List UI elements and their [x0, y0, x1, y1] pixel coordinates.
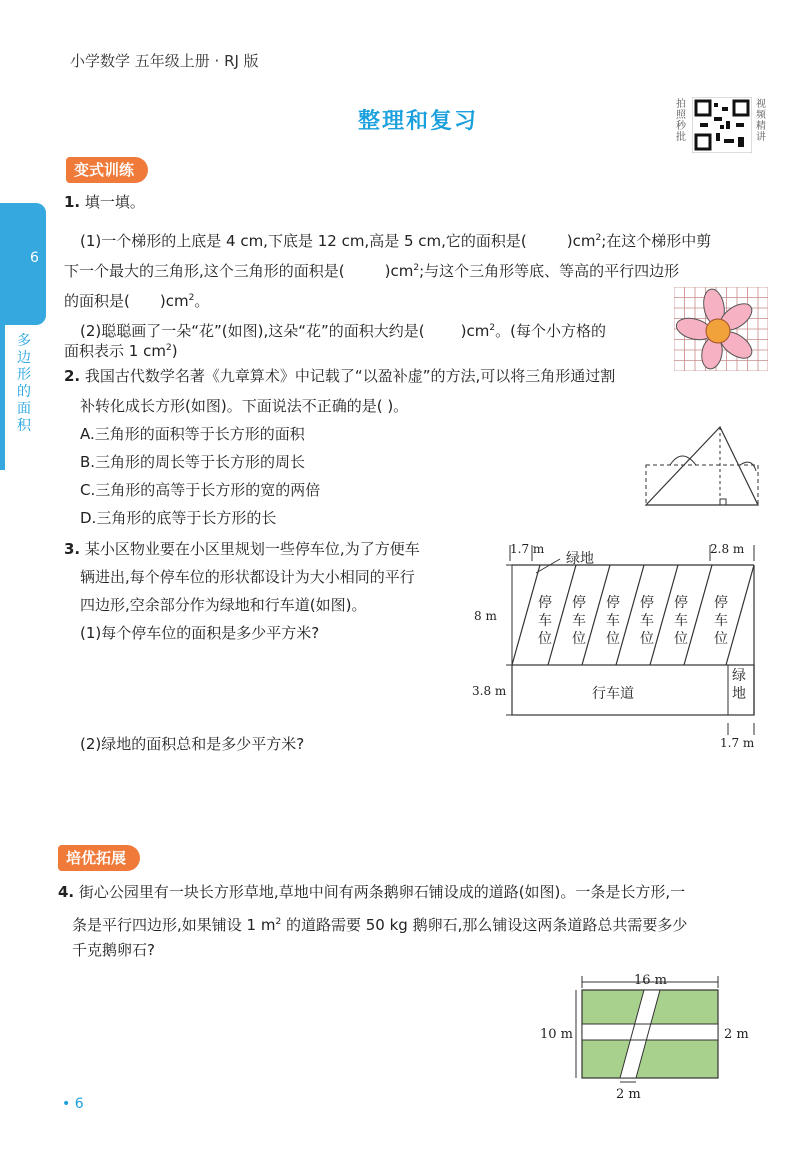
q3-sub1: (1)每个停车位的面积是多少平方米? — [80, 624, 320, 642]
label-bottom-right: 1.7 m — [720, 736, 755, 750]
q3-number: 3. — [64, 540, 81, 558]
book-title: 小学数学 五年级上册 · RJ 版 — [70, 52, 259, 70]
q2-option-b[interactable]: B.三角形的周长等于长方形的周长 — [80, 453, 306, 471]
q1-p1-l1-a: (1)一个梯形的上底是 4 cm,下底是 12 cm,高是 5 cm,它的面积是( — [80, 232, 527, 250]
q1-p1-l1-c: ;在这个梯形中剪 — [601, 232, 712, 250]
q3-line1-text: 某小区物业要在小区里规划一些停车位,为了方便车 — [84, 540, 420, 558]
q1-p1-l2-b: )cm — [384, 262, 414, 280]
q1-p2-l1-a: (2)聪聪画了一朵“花”(如图),这朵“花”的面积大约是( — [80, 322, 425, 340]
q2-option-c[interactable]: C.三角形的高等于长方形的宽的两倍 — [80, 481, 321, 499]
q4-line2-b: 的道路需要 50 kg 鹅卵石,那么铺设这两条道路总共需要多少 — [281, 916, 688, 934]
label-green-right-2: 地 — [732, 686, 746, 702]
label-height: 10 m — [540, 1027, 574, 1042]
stall-1-c1: 停 — [538, 595, 552, 611]
parking-lot-figure — [470, 535, 770, 753]
q3-line2: 辆进出,每个停车位的形状都设计为大小相同的平行 — [80, 568, 415, 586]
page-title: 整理和复习 — [358, 109, 479, 134]
q1-title — [64, 188, 145, 216]
q4-line1-text: 街心公园里有一块长方形草地,草地中间有两条鹅卵石铺设成的道路(如图)。一条是长方形,一 — [78, 883, 686, 901]
q1-part1-line1: (1)一个梯形的上底是 4 cm,下底是 12 cm,高是 5 cm,它的面积是( )$cm^2$;在这个梯形中剪 — [80, 232, 712, 250]
chapter-number: 6 — [30, 250, 39, 266]
chapter-title-vertical: 多边形的面积 — [17, 333, 31, 434]
stall-5-c2: 车 — [674, 613, 688, 629]
q1-p1-l3-b: )cm — [159, 292, 189, 310]
q1-p1-l1-b: )cm — [566, 232, 596, 250]
park-roads-figure — [540, 970, 760, 1102]
section-badge-advanced: 培优拓展 — [58, 845, 140, 871]
q1-part1-line3: 的面积是( )$cm^2$。 — [64, 292, 210, 310]
q1-p2-l1-c: 。(每个小方格的 — [495, 322, 606, 340]
q4-line2-a: 条是平行四边形,如果铺设 1 m — [72, 916, 276, 934]
q1-p1-l3-a: 的面积是( — [64, 292, 130, 310]
page-number: • 6 — [62, 1096, 84, 1112]
stall-6-c1: 停 — [714, 595, 728, 611]
label-road1: 2 m — [724, 1027, 749, 1042]
chapter-side-tab — [0, 203, 46, 325]
q1-title-text: 填一填。 — [84, 193, 145, 211]
q3-sub2: (2)绿地的面积总和是多少平方米? — [80, 735, 305, 753]
stall-4-c3: 位 — [640, 631, 654, 647]
stall-5-c1: 停 — [674, 595, 688, 611]
q1-p1-l3-c: 。 — [194, 292, 210, 310]
q1-p2-l2-a: 面积表示 1 cm — [64, 342, 166, 360]
q2-number: 2. — [64, 367, 81, 385]
q1-part2-line2: 面积表示 1 $cm^2$) — [64, 342, 178, 360]
qr-code-icon[interactable] — [692, 97, 752, 153]
label-road-height: 3.8 m — [472, 684, 507, 698]
q2-line2: 补转化成长方形(如图)。下面说法不正确的是( )。 — [80, 397, 409, 415]
label-width: 16 m — [634, 973, 668, 988]
stall-5-c3: 位 — [674, 631, 688, 647]
q2-line1-text: 我国古代数学名著《九章算术》中记载了“以盈补虚”的方法,可以将三角形通过割 — [84, 367, 616, 385]
label-green-right-1: 绿 — [732, 668, 746, 684]
label-top-right: 2.8 m — [710, 542, 745, 556]
stall-4-c2: 车 — [640, 613, 654, 629]
q2-line1 — [64, 362, 615, 390]
q1-part1-line2: 下一个最大的三角形,这个三角形的面积是( )$cm^2$;与这个三角形等底、等高的平行四边形 — [64, 262, 680, 280]
stall-3-c1: 停 — [606, 595, 620, 611]
stall-1-c3: 位 — [538, 631, 552, 647]
qr-block[interactable] — [676, 97, 768, 153]
stall-2-c3: 位 — [572, 631, 586, 647]
stall-6-c2: 车 — [714, 613, 728, 629]
flower-grid-figure — [674, 287, 768, 371]
q1-p2-l2-b: ) — [171, 342, 178, 360]
stall-6-c3: 位 — [714, 631, 728, 647]
q1-number: 1. — [64, 193, 81, 211]
label-road: 行车道 — [592, 686, 634, 702]
side-line — [0, 325, 5, 470]
q1-p1-l2-c: ;与这个三角形等底、等高的平行四边形 — [419, 262, 680, 280]
q1-p2-l1-b: )cm — [460, 322, 490, 340]
stall-3-c3: 位 — [606, 631, 620, 647]
label-road2: 2 m — [616, 1087, 641, 1102]
q4-number: 4. — [58, 883, 75, 901]
triangle-rectangle-figure — [640, 425, 770, 510]
q4-line1 — [58, 878, 685, 906]
section-badge-variant: 变式训练 — [66, 157, 148, 183]
label-top-left: 1.7 m — [510, 542, 545, 556]
stall-3-c2: 车 — [606, 613, 620, 629]
q3-line1 — [64, 535, 420, 563]
stall-4-c1: 停 — [640, 595, 654, 611]
qr-left-caption: 拍照秒批 — [676, 99, 686, 143]
q3-line3: 四边形,空余部分作为绿地和行车道(如图)。 — [80, 596, 367, 614]
stall-1-c2: 车 — [538, 613, 552, 629]
q2-option-d[interactable]: D.三角形的底等于长方形的长 — [80, 509, 277, 527]
qr-right-caption: 视频精讲 — [756, 99, 766, 143]
stall-2-c1: 停 — [572, 595, 586, 611]
q1-p1-l2-a: 下一个最大的三角形,这个三角形的面积是( — [64, 262, 345, 280]
q4-line2: 条是平行四边形,如果铺设 1 $m^2$ 的道路需要 50 kg 鹅卵石,那么铺设这两条道路总共需要多少 — [72, 916, 688, 934]
stall-2-c2: 车 — [572, 613, 586, 629]
q4-line3: 千克鹅卵石? — [72, 941, 155, 959]
page-number-value: 6 — [74, 1096, 84, 1112]
q1-part2-line1: (2)聪聪画了一朵“花”(如图),这朵“花”的面积大约是( )$cm^2$。(每个小方格的 — [80, 322, 606, 340]
label-green-top: 绿地 — [566, 551, 594, 567]
q2-option-a[interactable]: A.三角形的面积等于长方形的面积 — [80, 425, 305, 443]
label-height: 8 m — [474, 609, 497, 623]
